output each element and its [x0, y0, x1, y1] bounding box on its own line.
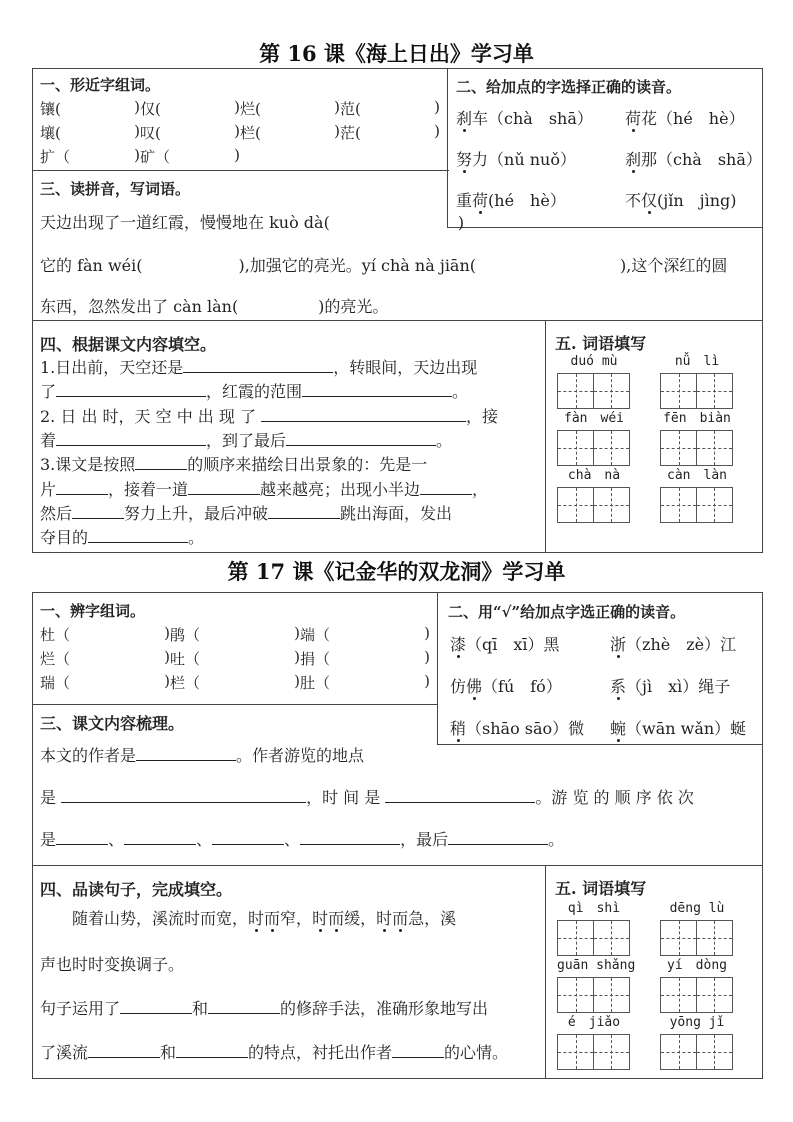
word-grid-pair [557, 958, 636, 1013]
pinyin-label: nǚ lì [674, 354, 720, 369]
grid-cell[interactable] [696, 487, 733, 523]
writing-grid [557, 373, 631, 409]
text: 、 [196, 830, 213, 849]
text: 、 [284, 830, 301, 849]
word-char: 茫( [340, 124, 361, 142]
answer-blank[interactable] [88, 1044, 160, 1058]
divider [545, 320, 546, 553]
grid-cell[interactable] [593, 373, 630, 409]
divider [32, 170, 449, 171]
fill-in-line [40, 785, 694, 808]
writing-grid [557, 1034, 631, 1070]
text: 。游 览 的 顺 序 依 次 [535, 788, 694, 807]
quoted-sentence [40, 906, 456, 929]
writing-grid [660, 977, 734, 1013]
pinyin-label: duó mù [570, 354, 618, 369]
grid-cell[interactable] [696, 373, 733, 409]
section-heading: 四、品读句子，完成填空。 [40, 880, 233, 899]
text: ，接 [466, 406, 499, 426]
grid-cell[interactable] [593, 920, 630, 956]
word-char: 栏( [240, 124, 261, 142]
dotted-char: 稍 [450, 719, 467, 738]
dotted-char: 时 [248, 909, 265, 928]
word-char: 矿（ [140, 148, 171, 166]
word-answer-slot[interactable] [300, 672, 430, 693]
word-rows [40, 98, 440, 170]
grid-cell[interactable] [557, 920, 594, 956]
writing-grid [557, 977, 631, 1013]
word-rows [40, 624, 430, 696]
pronunciation-item[interactable] [610, 716, 746, 739]
close-paren: ) [334, 122, 340, 140]
fill-in-line [40, 428, 452, 451]
pinyin-label: guān shǎng [557, 958, 636, 973]
word-char: 鹃（ [170, 626, 201, 644]
pinyin-line: 它的 fàn wéi( ),加强它的亮光。yí chà nà jiān( ),这个深红的圆 [40, 256, 728, 275]
word-char: 吐（ [170, 650, 201, 668]
fill-in-line [40, 379, 468, 402]
fill-in-line [40, 1040, 508, 1063]
answer-blank[interactable] [261, 408, 466, 422]
word-grid-pair [557, 1016, 631, 1070]
word-char: 瑞（ [40, 674, 71, 692]
section-heading: 二、用“√”给加点字选正确的读音。 [448, 603, 686, 621]
word-grid-pair [557, 469, 631, 523]
text: 跳出海面，发出 [340, 503, 453, 523]
section-heading: 一、辨字组词。 [40, 602, 146, 620]
pinyin-label: é jiǎo [567, 1015, 621, 1030]
lesson17-title: 第 17 课《记金华的双龙洞》学习单 [227, 559, 566, 584]
writing-grid [660, 373, 734, 409]
text: 的特点，衬托出作者 [248, 1043, 393, 1062]
section-heading: 五. 词语填写 [555, 879, 647, 898]
answer-blank[interactable] [212, 831, 284, 845]
word-grid-pair [660, 902, 734, 956]
text: 1.日出前，天空还是 [40, 358, 184, 377]
answer-blank[interactable] [268, 505, 340, 519]
word-grid-pair [660, 412, 734, 466]
answer-blank[interactable] [286, 432, 436, 446]
text: 是 [40, 788, 62, 807]
pinyin-options[interactable]: （fú fó） [482, 677, 562, 696]
text: 着 [40, 430, 57, 450]
word-char: 端（ [300, 626, 331, 644]
text: 缓， [344, 909, 377, 928]
text: 是 [40, 830, 57, 849]
pinyin-options[interactable]: （shāo sāo）微 [466, 719, 585, 738]
close-paren: ) [134, 146, 140, 164]
word-char: 杜（ [40, 626, 71, 644]
pronunciation-item[interactable] [456, 106, 593, 129]
word-grid-pair [660, 469, 734, 523]
grid-cell[interactable] [593, 1034, 630, 1070]
grid-cell[interactable] [660, 373, 697, 409]
grid-cell[interactable] [557, 1034, 594, 1070]
pinyin-options[interactable]: （chà shā） [657, 150, 762, 169]
grid-cell[interactable] [660, 487, 697, 523]
writing-grid [660, 920, 734, 956]
close-paren: ) [424, 672, 430, 690]
answer-blank[interactable] [135, 456, 187, 470]
answer-blank[interactable] [56, 383, 206, 397]
close-paren: ) [234, 122, 240, 140]
text: 了 [40, 382, 57, 402]
text: ，接着一道 [108, 479, 189, 499]
text: ，红霞的范围 [206, 382, 303, 402]
section-heading: 二、给加点的字选择正确的读音。 [456, 78, 682, 96]
close-paren: ) [294, 624, 300, 642]
writing-grid [660, 487, 734, 523]
text: 仿 [450, 677, 467, 696]
text: 句子运用了 [40, 999, 121, 1018]
word-char: 烂（ [40, 650, 71, 668]
word-char: 扩（ [40, 148, 71, 166]
text: 的修辞手法，准确形象地写出 [280, 999, 489, 1018]
close-paren: ) [164, 672, 170, 690]
close-paren: ) [334, 98, 340, 116]
divider [32, 320, 763, 321]
pinyin-options[interactable]: （wān wǎn）蜒 [626, 719, 747, 738]
word-answer-slot[interactable] [340, 122, 440, 143]
word-row [40, 146, 440, 170]
word-answer-slot[interactable] [170, 624, 300, 645]
text: 3.课文是按照 [40, 455, 136, 475]
word-char: 叹( [140, 124, 161, 142]
pinyin-label: fēn biàn [663, 411, 731, 426]
pinyin-options[interactable]: （nǔ nuǒ） [488, 150, 576, 169]
grid-cell[interactable] [557, 977, 594, 1013]
close-paren: ) [294, 648, 300, 666]
word-answer-slot[interactable] [140, 122, 240, 143]
dotted-char: 漆 [450, 635, 467, 654]
grid-cell[interactable] [660, 977, 697, 1013]
pronunciation-item[interactable] [456, 188, 566, 211]
writing-grid [660, 1034, 734, 1070]
fill-in-line [40, 743, 364, 766]
dotted-char: 荷 [472, 191, 489, 210]
word-grid-pair [660, 1016, 734, 1070]
text: 重 [456, 191, 473, 210]
word-answer-slot[interactable] [170, 672, 300, 693]
close-paren: ) [434, 98, 440, 116]
fill-in-line [40, 501, 452, 524]
fill-in-line [40, 355, 477, 378]
answer-blank[interactable] [61, 789, 306, 803]
pinyin-line: 东西，忽然发出了 càn làn( )的亮光。 [40, 297, 389, 316]
grid-cell[interactable] [557, 373, 594, 409]
word-answer-slot[interactable] [140, 98, 240, 119]
word-answer-slot[interactable] [40, 98, 140, 119]
divider [32, 704, 438, 705]
grid-cell[interactable] [696, 1034, 733, 1070]
close-paren: ) [424, 624, 430, 642]
word-answer-slot[interactable] [40, 624, 170, 645]
pinyin-options[interactable]: (jǐn jìng) [657, 191, 737, 210]
pronunciation-item[interactable] [456, 147, 576, 170]
word-answer-slot[interactable] [240, 122, 340, 143]
section-heading: 四、根据课文内容填空。 [40, 335, 217, 354]
grid-cell[interactable] [660, 920, 697, 956]
fill-in-line [40, 827, 564, 850]
text: 花 [641, 109, 658, 128]
text: 、 [108, 830, 125, 849]
grid-cell[interactable] [593, 487, 630, 523]
text: 越来越亮；出现小半边 [260, 479, 421, 499]
fill-in-line [40, 404, 498, 427]
pinyin-label: yōng jǐ [669, 1015, 725, 1030]
text: 急，溪 [408, 909, 457, 928]
grid-cell[interactable] [660, 430, 697, 466]
grid-cell[interactable] [696, 430, 733, 466]
answer-blank[interactable] [302, 383, 452, 397]
close-paren: ) [434, 122, 440, 140]
pinyin-options[interactable]: （jì xì）绳子 [626, 677, 731, 696]
text: 。 [188, 528, 205, 548]
word-row [40, 122, 440, 146]
close-paren: ) [234, 146, 240, 164]
word-row [40, 672, 430, 696]
dotted-char: 佛 [466, 677, 483, 696]
word-row [40, 624, 430, 648]
dotted-char: 蜿 [610, 719, 627, 738]
text: 了溪流 [40, 1043, 89, 1062]
answer-blank[interactable] [120, 1000, 192, 1014]
pinyin-options[interactable]: （zhè zè）江 [626, 635, 737, 654]
dotted-char: 时 [312, 909, 329, 928]
section-heading: 三、读拼音，写词语。 [40, 180, 191, 198]
answer-blank[interactable] [56, 831, 108, 845]
pinyin-options[interactable]: （hé hè） [657, 109, 745, 128]
text: 夺目的 [40, 528, 89, 548]
section-heading: 一、形近字组词。 [40, 76, 161, 94]
fill-in-line [40, 452, 427, 475]
dotted-char: 而 [392, 909, 409, 928]
word-char: 捐（ [300, 650, 331, 668]
text: 力 [472, 150, 489, 169]
answer-blank[interactable] [56, 432, 206, 446]
text: 窄， [280, 909, 313, 928]
pronunciation-item[interactable] [450, 716, 584, 739]
dotted-char: 系 [610, 677, 627, 696]
grid-cell[interactable] [593, 977, 630, 1013]
word-grid-pair [557, 412, 631, 466]
pronunciation-item[interactable] [625, 147, 762, 170]
pinyin-label: chà nà [567, 468, 621, 483]
pronunciation-item[interactable] [625, 106, 745, 129]
section-heading: 五. 词语填写 [555, 334, 647, 353]
dotted-char: 刹 [456, 109, 473, 128]
text: 。 [436, 430, 453, 450]
fill-in-line [40, 996, 488, 1019]
word-answer-slot[interactable] [170, 648, 300, 669]
text: 努力上升，最后冲破 [124, 503, 269, 523]
divider [32, 865, 763, 866]
pinyin-label: qì shì [567, 901, 621, 916]
answer-blank[interactable] [124, 831, 196, 845]
pinyin-line: 天边出现了一道红霞，慢慢地在 kuò dà( ) [40, 213, 465, 232]
pronunciation-item[interactable] [625, 188, 737, 211]
answer-blank[interactable] [136, 747, 236, 761]
pinyin-options[interactable]: (hé hè） [488, 191, 566, 210]
close-paren: ) [134, 122, 140, 140]
text: 和 [192, 999, 209, 1018]
answer-blank[interactable] [448, 831, 548, 845]
text: 车 [472, 109, 489, 128]
dotted-char: 荷 [625, 109, 642, 128]
text: 的心情。 [444, 1043, 509, 1062]
answer-blank[interactable] [385, 789, 535, 803]
text: 那 [641, 150, 658, 169]
word-row [40, 98, 440, 122]
answer-blank[interactable] [183, 359, 333, 373]
fill-in-line [40, 525, 204, 548]
grid-cell[interactable] [557, 430, 594, 466]
text: ， [472, 479, 489, 499]
word-grid-pair [557, 355, 631, 409]
pinyin-options[interactable]: （chà shā） [488, 109, 593, 128]
word-char: 仅( [140, 100, 161, 118]
section-heading: 三、课文内容梳理。 [40, 714, 185, 733]
close-paren: ) [294, 672, 300, 690]
writing-grid [557, 430, 631, 466]
answer-blank[interactable] [300, 831, 400, 845]
grid-cell[interactable] [593, 430, 630, 466]
dotted-char: 而 [328, 909, 345, 928]
word-answer-slot[interactable] [40, 672, 170, 693]
word-answer-slot[interactable] [340, 98, 440, 119]
text: 声也时时变换调子。 [40, 955, 185, 974]
word-char: 范( [340, 100, 361, 118]
word-answer-slot[interactable] [240, 98, 340, 119]
word-answer-slot[interactable] [40, 648, 170, 669]
text: ，到了最后 [206, 430, 287, 450]
divider [545, 865, 546, 1079]
text: 本文的作者是 [40, 746, 137, 765]
grid-cell[interactable] [696, 920, 733, 956]
lesson16-title: 第 16 课《海上日出》学习单 [259, 41, 534, 66]
word-answer-slot[interactable] [300, 624, 430, 645]
grid-cell[interactable] [696, 977, 733, 1013]
answer-blank[interactable] [392, 1044, 444, 1058]
text: 随着山势，溪流时而宽， [40, 909, 249, 928]
word-answer-slot[interactable] [40, 146, 140, 167]
pronunciation-item[interactable] [610, 632, 736, 655]
answer-blank[interactable] [208, 1000, 280, 1014]
text: ，最后 [400, 830, 449, 849]
grid-cell[interactable] [557, 487, 594, 523]
answer-blank[interactable] [420, 481, 472, 495]
dotted-char: 仅 [641, 191, 658, 210]
word-char: 烂( [240, 100, 261, 118]
pinyin-label: fàn wéi [564, 411, 624, 426]
word-answer-slot[interactable] [40, 122, 140, 143]
pronunciation-item[interactable] [450, 674, 562, 697]
word-grid-pair [557, 902, 631, 956]
answer-blank[interactable] [72, 505, 124, 519]
close-paren: ) [164, 648, 170, 666]
answer-blank[interactable] [88, 529, 188, 543]
pinyin-label: yí dòng [667, 958, 727, 973]
pinyin-label: dēng lù [669, 901, 725, 916]
answer-blank[interactable] [176, 1044, 248, 1058]
pronunciation-item[interactable] [450, 632, 560, 655]
text: 。作者游览的地点 [236, 746, 365, 765]
text: 片 [40, 479, 57, 499]
close-paren: ) [134, 98, 140, 116]
answer-blank[interactable] [188, 481, 260, 495]
fill-in-line [40, 952, 184, 975]
text: 。 [452, 382, 469, 402]
pinyin-options[interactable]: （qī xī）黑 [466, 635, 560, 654]
writing-grid [557, 487, 631, 523]
dotted-char: 刹 [625, 150, 642, 169]
text: 和 [160, 1043, 177, 1062]
word-grid-pair [660, 355, 734, 409]
word-char: 栏（ [170, 674, 201, 692]
word-row [40, 648, 430, 672]
word-char: 壤( [40, 124, 61, 142]
close-paren: ) [164, 624, 170, 642]
dotted-char: 努 [456, 150, 473, 169]
word-answer-slot[interactable] [300, 648, 430, 669]
text: 的顺序来描绘日出景象的：先是一 [187, 455, 428, 475]
dotted-char: 浙 [610, 635, 627, 654]
text: ，转眼间，天边出现 [333, 358, 478, 377]
text: ，时 间 是 [306, 788, 386, 807]
dotted-char: 时 [376, 909, 393, 928]
close-paren: ) [424, 648, 430, 666]
grid-cell[interactable] [660, 1034, 697, 1070]
text: 。 [548, 830, 565, 849]
writing-grid [660, 430, 734, 466]
pinyin-label: càn làn [667, 468, 727, 483]
word-char: 镶( [40, 100, 61, 118]
close-paren: ) [234, 98, 240, 116]
word-char: 肚（ [300, 674, 331, 692]
fill-in-line [40, 477, 488, 500]
text: 然后 [40, 503, 73, 523]
text: 不 [625, 191, 642, 210]
answer-blank[interactable] [56, 481, 108, 495]
pronunciation-item[interactable] [610, 674, 730, 697]
word-answer-slot[interactable] [140, 146, 240, 167]
word-grid-pair [660, 959, 734, 1013]
dotted-char: 而 [264, 909, 281, 928]
text: 2. 日 出 时，天 空 中 出 现 了 [40, 406, 262, 426]
writing-grid [557, 920, 631, 956]
